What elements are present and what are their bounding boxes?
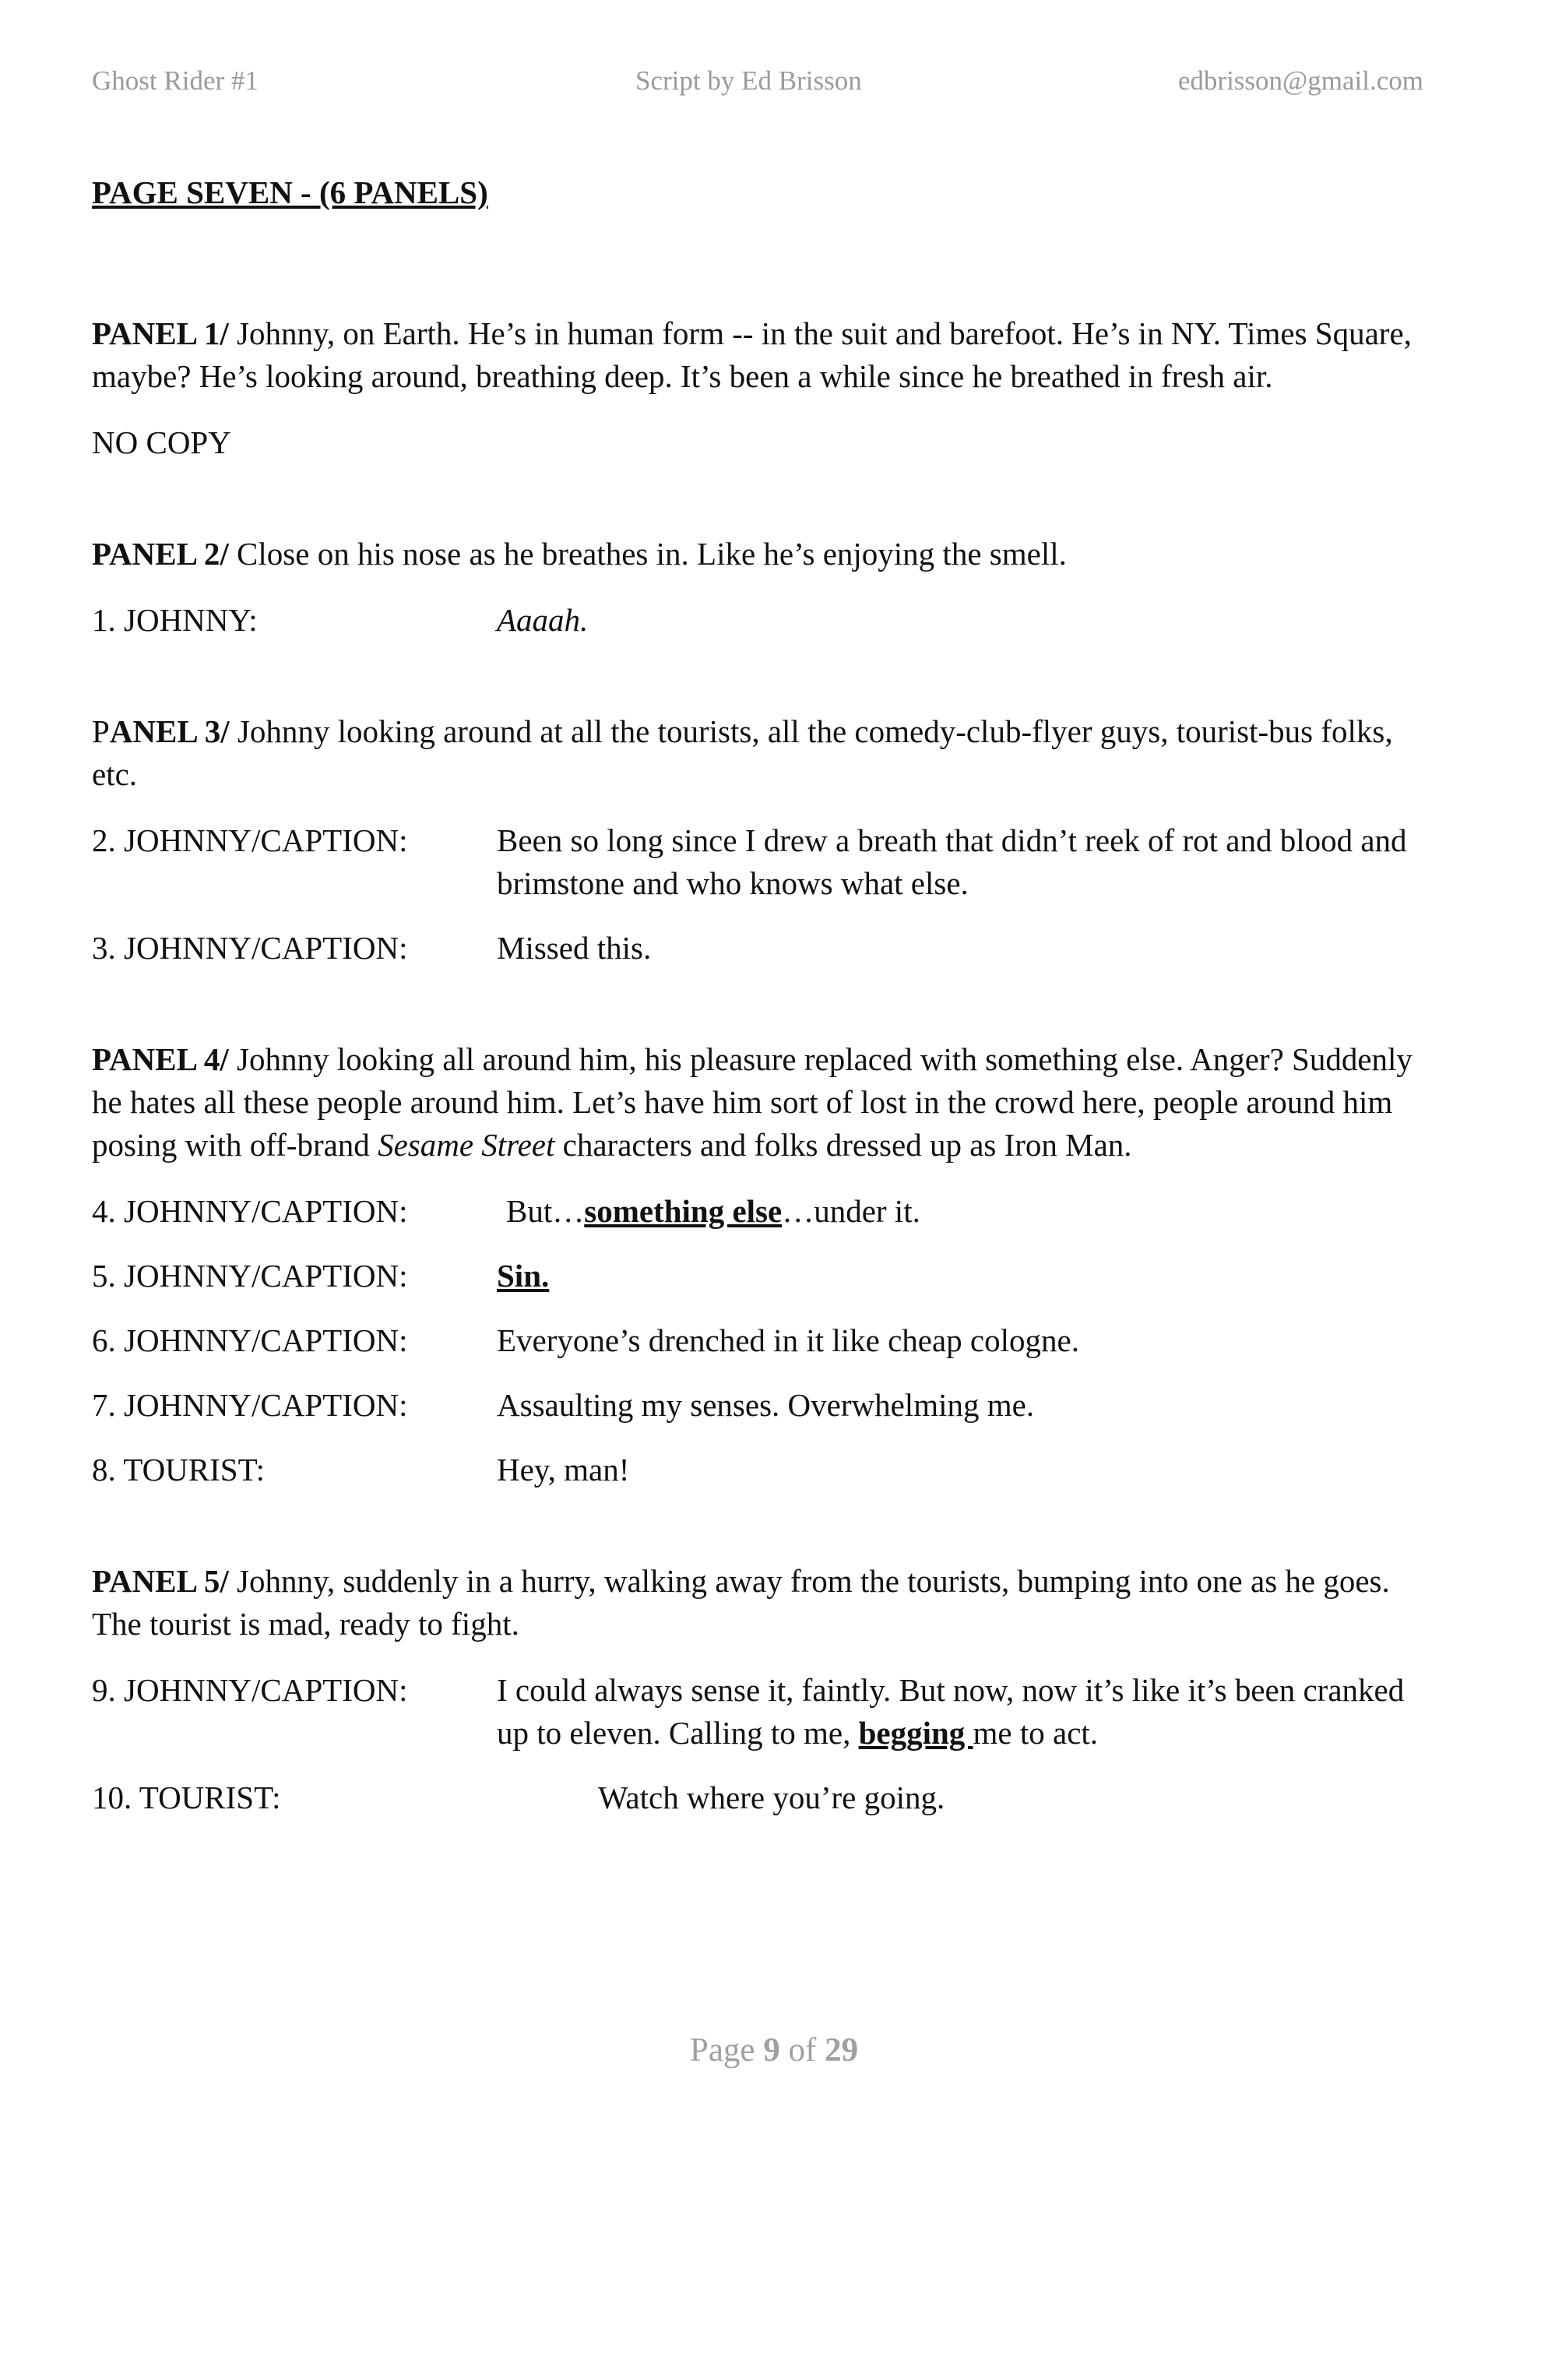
speech-emphasis: begging (858, 1715, 973, 1751)
page-header (92, 65, 1423, 104)
dialogue-line (92, 599, 1416, 642)
panel-label: ANEL 3/ (109, 713, 230, 749)
speech-text: Assaulting my senses. Overwhelming me. (497, 1387, 1035, 1423)
panel-3 (92, 710, 1416, 970)
panel-4 (92, 1038, 1416, 1491)
panel-description-italic: Sesame Street (378, 1127, 555, 1163)
dialogue-line (92, 1669, 1416, 1755)
speaker: 3. JOHNNY/CAPTION: (92, 930, 408, 966)
dialogue-line (92, 1449, 1416, 1491)
panel-description (92, 312, 1416, 398)
footer-prefix: Page (689, 2032, 764, 2068)
dialogue-line (92, 1255, 1416, 1297)
panel-description-text: Johnny, on Earth. He’s in human form -- in the suit and barefoot. He’s in NY. Times Square, maybe? He’s looking around, breathing deep. It’s been a while since he breathed in fresh air. (92, 315, 1412, 394)
speaker: 8. TOURIST: (92, 1452, 265, 1488)
speaker: 7. JOHNNY/CAPTION: (92, 1387, 408, 1423)
speech-text-start: I could always sense it, faintly. But now, now it’s like it’s been cranked up to eleven. Calling to me, (497, 1672, 1405, 1751)
speaker: 1. JOHNNY: (92, 602, 258, 638)
footer-current-page: 9 (763, 2032, 780, 2068)
speech-text-start: But… (506, 1193, 585, 1229)
speech-text: Hey, man! (497, 1452, 630, 1488)
panel-description-text-end: characters and folks dressed up as Iron Man. (554, 1127, 1132, 1163)
panel-description-text: Johnny looking around at all the tourists, all the comedy-club-flyer guys, tourist-bus folks, etc. (92, 713, 1393, 792)
dialogue-line (92, 1190, 1416, 1233)
panel-description (92, 1038, 1416, 1167)
page-footer (0, 2031, 1548, 2069)
panel-description-text: Close on his nose as he breathes in. Like he’s enjoying the smell. (228, 536, 1067, 572)
speech-text (497, 1669, 1416, 1755)
panel-label: PANEL 2/ (92, 536, 229, 572)
script-body (92, 171, 1416, 1888)
speech-text (497, 1190, 1416, 1233)
speech-text: Missed this. (497, 930, 652, 966)
speaker: 5. JOHNNY/CAPTION: (92, 1258, 408, 1294)
panel-2 (92, 533, 1416, 642)
panel-label: PANEL 5/ (92, 1563, 229, 1599)
panel-label-prefix: P (92, 713, 110, 749)
dialogue-line (92, 1319, 1416, 1362)
dialogue-line (92, 819, 1416, 905)
no-copy-note: NO COPY (92, 424, 231, 460)
speech-text: Been so long since I drew a breath that didn’t reek of rot and blood and brimstone and who knows what else. (497, 822, 1407, 901)
panel-description (92, 533, 1416, 576)
speaker: 6. JOHNNY/CAPTION: (92, 1322, 408, 1358)
speech-text: Aaaah. (497, 602, 589, 638)
speech-text: Sin. (497, 1258, 550, 1294)
dialogue-line (92, 1776, 1416, 1819)
footer-of: of (779, 2032, 825, 2068)
panel-description (92, 710, 1416, 796)
panel-description-text: Johnny looking all around him, his pleasure replaced with something else. Anger? Suddenly he hates all these people around him. Let’s have him sort of lost in the crowd here, people around him posing with off-brand (92, 1041, 1413, 1163)
page-title: PAGE SEVEN - (6 PANELS) (92, 174, 488, 210)
header-title: Ghost Rider #1 (92, 65, 259, 96)
panel-5 (92, 1560, 1416, 1819)
speech-emphasis: something else (584, 1193, 783, 1229)
footer-total-pages: 29 (825, 2032, 859, 2068)
speaker: 4. JOHNNY/CAPTION: (92, 1193, 408, 1229)
speech-text-end: me to act. (973, 1715, 1099, 1751)
header-author: Script by Ed Brisson (635, 65, 862, 96)
panel-description (92, 1560, 1416, 1646)
header-email: edbrisson@gmail.com (1177, 65, 1423, 96)
panel-description-text: Johnny, suddenly in a hurry, walking away from the tourists, bumping into one as he goes. The tourist is mad, ready to fight. (92, 1563, 1390, 1642)
speech-text-end: …under it. (782, 1193, 920, 1229)
speaker: 9. JOHNNY/CAPTION: (92, 1672, 408, 1708)
panel-label: PANEL 4/ (92, 1041, 229, 1077)
panel-label: PANEL 1/ (92, 315, 229, 351)
speaker: 2. JOHNNY/CAPTION: (92, 822, 408, 858)
dialogue-line (92, 927, 1416, 970)
panel-1 (92, 312, 1416, 464)
dialogue-line (92, 1384, 1416, 1427)
speaker: 10. TOURIST: (92, 1780, 281, 1815)
speech-text: Watch where you’re going. (598, 1780, 945, 1815)
speech-text: Everyone’s drenched in it like cheap cologne. (497, 1322, 1079, 1358)
